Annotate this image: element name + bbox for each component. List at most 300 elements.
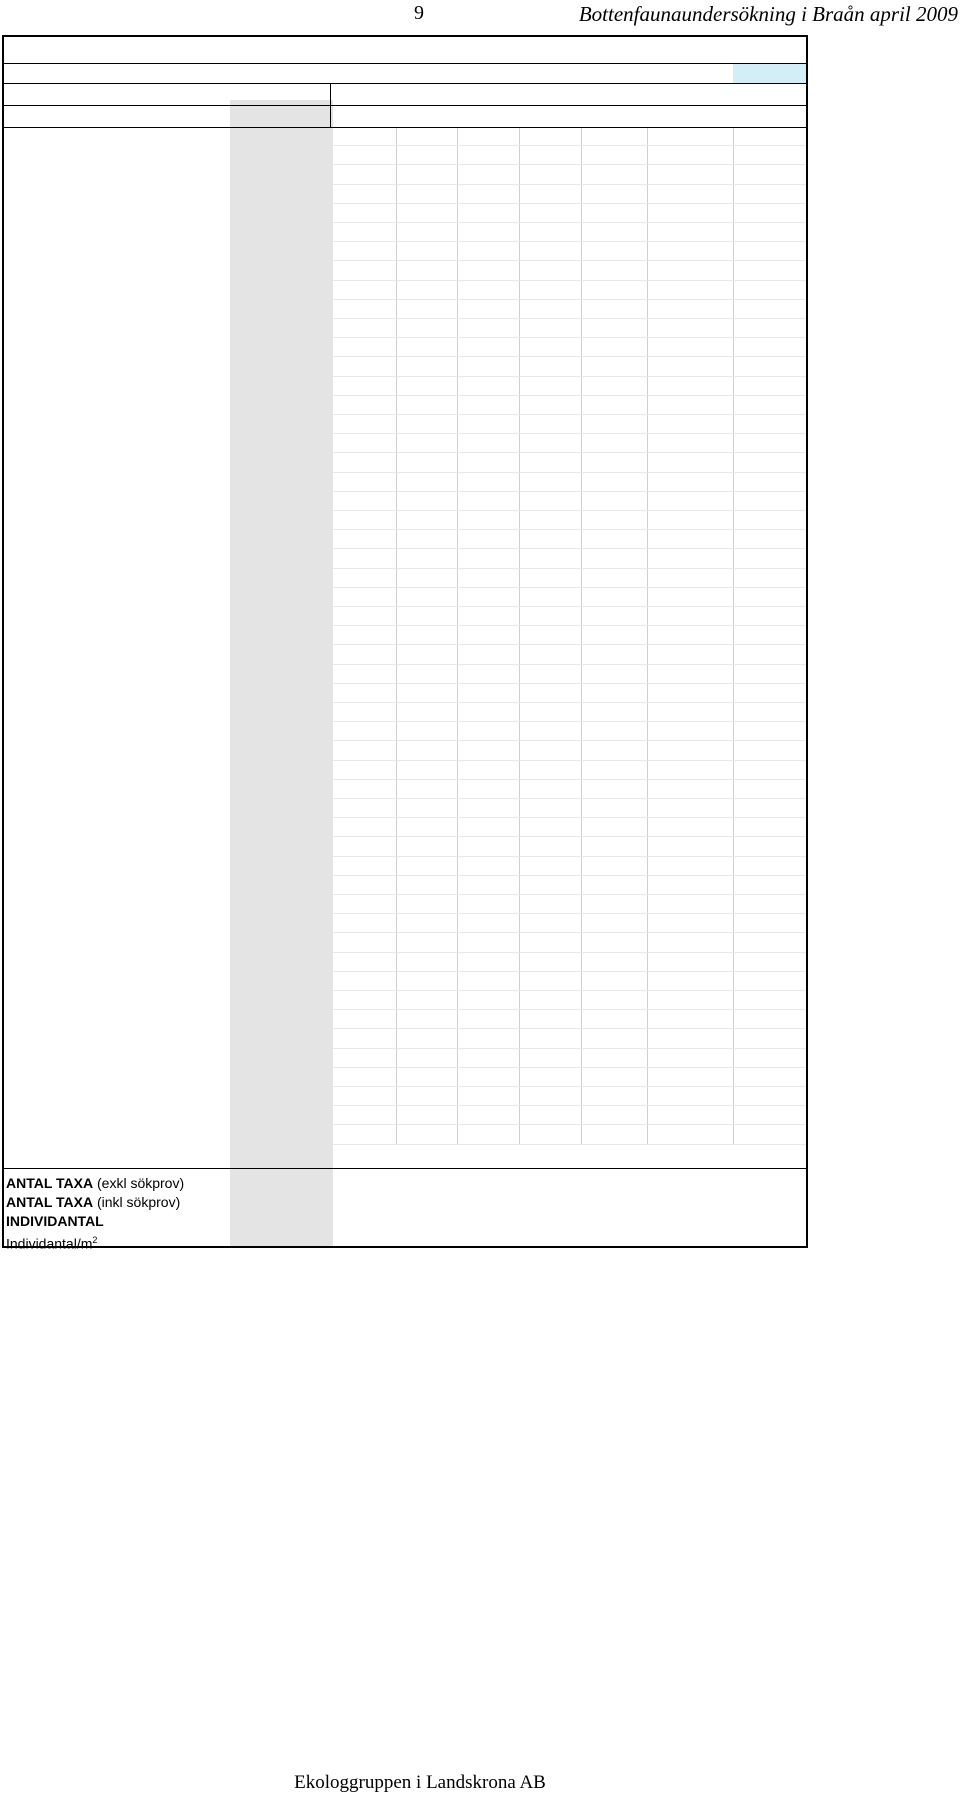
sensitivity-b <box>256 453 280 472</box>
row-gridline <box>333 798 806 799</box>
sample-5-count <box>594 357 644 376</box>
sensitivity-b <box>256 837 280 856</box>
sum-value <box>665 972 725 991</box>
sensitivity-b <box>256 722 280 741</box>
column-a <box>238 109 256 128</box>
percent-value <box>739 300 799 319</box>
sample-1-count <box>350 1125 400 1144</box>
sample-5-count <box>594 588 644 607</box>
sensitivity-b <box>256 1125 280 1144</box>
sample-1-count <box>350 703 400 722</box>
sensitivity-b <box>256 1068 280 1087</box>
summary-top-rule <box>2 1168 808 1169</box>
sensitivity-c <box>279 242 303 261</box>
row-gridline <box>333 664 806 665</box>
sum-value <box>665 1068 725 1087</box>
sensitivity-d <box>305 914 329 933</box>
sample-1-count <box>350 972 400 991</box>
sample-2-count <box>410 703 460 722</box>
sample-4-count <box>530 549 580 568</box>
species-name <box>6 933 228 952</box>
sum-value <box>665 242 725 261</box>
category-heading <box>6 127 226 146</box>
sensitivity-label <box>6 109 226 128</box>
percent-label <box>742 109 802 128</box>
percent-value <box>739 914 799 933</box>
sensitivity-d <box>305 837 329 856</box>
footer-text: Ekologgruppen i Landskrona AB <box>294 1772 546 1793</box>
species-name <box>6 300 228 319</box>
sample-5-count <box>594 895 644 914</box>
sample-5-count <box>594 953 644 972</box>
species-name <box>6 953 228 972</box>
sensitivity-b <box>256 761 280 780</box>
sensitivity-c <box>279 357 303 376</box>
species-name <box>6 703 228 722</box>
sensitivity-b <box>256 281 280 300</box>
sheet-title <box>6 36 146 62</box>
species-name <box>6 895 228 914</box>
species-name <box>6 741 228 760</box>
sensitivity-b <box>256 588 280 607</box>
sample-3-count <box>470 761 520 780</box>
sample-1-count <box>350 588 400 607</box>
category-heading <box>6 261 226 280</box>
sensitivity-c <box>279 204 303 223</box>
row-gridline <box>333 817 806 818</box>
sum-value <box>665 415 725 434</box>
sample-3-count <box>470 703 520 722</box>
summary-label <box>6 1231 228 1250</box>
percent-value <box>739 741 799 760</box>
summary-sum <box>665 1193 725 1212</box>
species-name <box>6 818 228 837</box>
provpunkt-label <box>176 36 296 62</box>
sensitivity-c <box>279 549 303 568</box>
sum-value <box>665 377 725 396</box>
species-name <box>6 242 228 261</box>
sample-3-header <box>470 107 500 129</box>
summary-sum <box>665 1174 725 1193</box>
sample-1-count <box>350 837 400 856</box>
species-name <box>6 722 228 741</box>
sum-value <box>692 1049 752 1068</box>
row-gridline <box>333 280 806 281</box>
sample-2-count <box>410 357 460 376</box>
sample-3-count <box>470 549 520 568</box>
percent-value <box>739 895 799 914</box>
sensitivity-b <box>256 857 280 876</box>
sample-2-count <box>410 741 460 760</box>
sum-value <box>665 933 725 952</box>
sample-2-count <box>410 933 460 952</box>
sensitivity-c <box>279 818 303 837</box>
sum-value <box>665 588 725 607</box>
sample-2-count <box>410 1068 460 1087</box>
species-name <box>6 588 228 607</box>
sample-5-count <box>594 569 644 588</box>
percent-value <box>739 1068 799 1087</box>
sum-value <box>665 1125 725 1144</box>
sample-5-count <box>594 876 644 895</box>
rule-below-title <box>2 63 808 64</box>
percent-value <box>739 933 799 952</box>
species-name <box>6 377 228 396</box>
sample-2-count <box>410 146 460 165</box>
sample-4-count <box>530 1068 580 1087</box>
sum-value <box>665 818 725 837</box>
summary-sample-1 <box>350 1212 400 1231</box>
sensitivity-b <box>256 300 280 319</box>
sensitivity-c <box>279 1106 303 1125</box>
species-name <box>6 837 228 856</box>
sample-5-count <box>594 204 644 223</box>
summary-label <box>6 1212 228 1231</box>
species-name <box>6 914 228 933</box>
quality-label <box>542 65 724 84</box>
sensitivity-c <box>279 588 303 607</box>
sample-4-count <box>530 530 580 549</box>
row-gridline <box>333 836 806 837</box>
sum-value <box>665 722 725 741</box>
sum-value <box>665 1087 725 1106</box>
sensitivity-c <box>279 703 303 722</box>
species-name <box>6 857 228 876</box>
summary-sample-2 <box>410 1212 460 1231</box>
sensitivity-c <box>279 453 303 472</box>
sum-value <box>665 761 725 780</box>
category-heading <box>6 319 226 338</box>
percent-value <box>739 837 799 856</box>
sheet-left-border <box>2 35 4 1247</box>
sum-value <box>665 473 725 492</box>
sum-value <box>665 953 725 972</box>
species-name <box>6 1049 228 1068</box>
sample-1-header <box>346 107 376 129</box>
sensitivity-b <box>256 933 280 952</box>
sum-value <box>665 741 725 760</box>
row-gridline <box>333 414 806 415</box>
sensitivity-c <box>279 741 303 760</box>
sample-1-count <box>350 1068 400 1087</box>
sample-3-count <box>470 953 520 972</box>
row-gridline <box>333 184 806 185</box>
sensitivity-c <box>279 914 303 933</box>
summary-label-bold: ANTAL TAXA <box>6 1175 94 1191</box>
percent-value <box>739 1087 799 1106</box>
sensitivity-d <box>305 204 329 223</box>
sensitivity-c <box>279 895 303 914</box>
category-heading <box>6 1010 226 1029</box>
sum-value <box>665 357 725 376</box>
sample-2-count <box>410 761 460 780</box>
sample-5-count <box>594 549 644 568</box>
sensitivity-c <box>279 281 303 300</box>
row-gridline <box>333 472 806 473</box>
sensitivity-b <box>256 357 280 376</box>
page-number: 9 <box>414 2 424 24</box>
percent-value <box>739 357 799 376</box>
sample-1-count <box>350 761 400 780</box>
summa-label <box>657 83 747 105</box>
sum-value <box>665 1106 725 1125</box>
species-name <box>6 972 228 991</box>
ant-ind-paren <box>460 86 540 105</box>
row-gridline <box>333 952 806 953</box>
sensitivity-c <box>279 300 303 319</box>
sample-1-count <box>350 569 400 588</box>
sum-value <box>665 204 725 223</box>
sensitivity-c <box>279 645 303 664</box>
category-heading <box>6 607 226 626</box>
species-name <box>6 1125 228 1144</box>
sample-1-count <box>350 357 400 376</box>
summary-sum <box>665 1212 725 1231</box>
summary-label <box>6 1174 228 1193</box>
sample-5-count <box>594 415 644 434</box>
row-gridline <box>333 452 806 453</box>
taxon-group-name <box>6 626 226 645</box>
sample-4-count <box>530 146 580 165</box>
species-name <box>6 415 228 434</box>
sensitivity-c <box>279 569 303 588</box>
species-name <box>6 645 228 664</box>
sum-value <box>665 300 725 319</box>
sensitivity-b <box>256 530 280 549</box>
sensitivity-b <box>256 1049 280 1068</box>
row-gridline <box>333 644 806 645</box>
category-heading <box>6 165 226 184</box>
percent-value <box>739 549 799 568</box>
percent-value <box>739 473 799 492</box>
sample-2-count <box>410 569 460 588</box>
sample-2-count <box>410 300 460 319</box>
species-name <box>6 530 228 549</box>
sample-5-count <box>594 377 644 396</box>
taxon-group-name <box>6 799 226 818</box>
row-gridline <box>333 971 806 972</box>
taxon-group-name <box>6 511 226 530</box>
sensitivity-b <box>256 741 280 760</box>
sheet-top-border <box>2 35 808 37</box>
percent-value <box>739 569 799 588</box>
sensitivity-c <box>279 933 303 952</box>
sample-4-count <box>530 876 580 895</box>
sum-value <box>665 895 725 914</box>
summary-label-bold: INDIVIDANTAL <box>6 1213 104 1229</box>
sample-4-header <box>535 107 565 129</box>
sample-3-count <box>470 530 520 549</box>
sum-value <box>665 914 725 933</box>
percent-value <box>739 953 799 972</box>
sum-value <box>665 223 725 242</box>
sheet-right-border <box>806 35 808 1247</box>
sample-5-count <box>594 741 644 760</box>
summary-sample-4 <box>530 1212 580 1231</box>
sensitivity-c <box>279 761 303 780</box>
sensitivity-c <box>279 857 303 876</box>
sample-5-count <box>594 818 644 837</box>
percent-value <box>739 761 799 780</box>
sample-3-count <box>470 1125 520 1144</box>
taxon-group-name <box>6 185 226 204</box>
summary-sum <box>665 1231 725 1250</box>
sample-1-count <box>350 1087 400 1106</box>
row-gridline <box>333 203 806 204</box>
column-b <box>259 109 277 128</box>
sample-5-count <box>594 722 644 741</box>
percent-value <box>739 722 799 741</box>
delprov-label <box>329 83 409 105</box>
summary-label-rest: (inkl sökprov) <box>93 1194 181 1210</box>
sensitivity-a <box>235 645 259 664</box>
species-name <box>6 357 228 376</box>
summary-sample-3 <box>470 1212 520 1231</box>
sensitivity-b <box>256 223 280 242</box>
sensitivity-b <box>256 703 280 722</box>
percent-value <box>739 415 799 434</box>
summary-percent <box>739 1212 799 1231</box>
sample-3-count <box>470 569 520 588</box>
sensitivity-c <box>279 876 303 895</box>
sensitivity-c <box>279 1125 303 1144</box>
sample-4-count <box>530 242 580 261</box>
species-name <box>6 1087 228 1106</box>
species-name <box>6 146 228 165</box>
sensitivity-b <box>256 415 280 434</box>
sum-value <box>665 703 725 722</box>
sum-value <box>665 549 725 568</box>
species-name <box>6 569 228 588</box>
species-name <box>6 1106 228 1125</box>
percent-value <box>739 876 799 895</box>
percent-value <box>739 588 799 607</box>
ant-ind-label <box>662 109 732 128</box>
percent-value <box>739 223 799 242</box>
taxon-group-name <box>6 684 226 703</box>
species-name <box>6 761 228 780</box>
summary-label-bold: ANTAL TAXA <box>6 1194 94 1210</box>
category-heading <box>6 396 226 415</box>
sensitivity-b <box>256 569 280 588</box>
sensitivity-b <box>256 146 280 165</box>
summary-label-rest: Individantal/m <box>6 1235 93 1252</box>
category-heading <box>6 665 226 684</box>
sensitivity-b <box>256 1087 280 1106</box>
row-gridline <box>333 395 806 396</box>
percent-value <box>739 1125 799 1144</box>
sensitivity-c <box>279 415 303 434</box>
category-heading <box>6 780 226 799</box>
sample-4-count <box>530 1106 580 1125</box>
sample-5-count <box>594 703 644 722</box>
row-gridline <box>333 625 806 626</box>
percent-value <box>739 146 799 165</box>
sensitivity-b <box>256 204 280 223</box>
percent-value <box>739 972 799 991</box>
sample-2-count <box>410 530 460 549</box>
sensitivity-b <box>256 914 280 933</box>
sample-4-count <box>530 914 580 933</box>
sum-value <box>692 857 752 876</box>
sample-4-count <box>530 569 580 588</box>
percent-value <box>739 703 799 722</box>
species-name <box>6 473 228 492</box>
sample-date <box>6 65 306 84</box>
sensitivity-b <box>256 991 280 1010</box>
summary-label <box>6 1193 228 1212</box>
sum-value <box>665 837 725 856</box>
sample-4-count <box>530 1125 580 1144</box>
category-heading <box>6 434 226 453</box>
sensitivity-b <box>256 895 280 914</box>
percent-value <box>739 991 799 1010</box>
running-title: Bottenfaunaundersökning i Braån april 2009 <box>578 2 958 26</box>
sensitivity-c <box>279 1068 303 1087</box>
row-gridline <box>333 510 806 511</box>
sample-3-count <box>470 1068 520 1087</box>
sensitivity-b <box>256 549 280 568</box>
row-gridline <box>333 433 806 434</box>
species-name <box>6 991 228 1010</box>
quality-value <box>733 65 806 84</box>
row-gridline <box>333 491 806 492</box>
species-list-sheet <box>2 35 806 1252</box>
sum-value <box>665 876 725 895</box>
sum-value <box>665 569 725 588</box>
row-gridline <box>333 299 806 300</box>
taxon-group-name <box>6 338 226 357</box>
sum-value <box>665 530 725 549</box>
sensitivity-c <box>279 991 303 1010</box>
sample-4-count <box>530 991 580 1010</box>
percent-value <box>739 818 799 837</box>
percent-value <box>739 1106 799 1125</box>
sensitivity-b <box>256 377 280 396</box>
sensitivity-b <box>256 818 280 837</box>
percent-value <box>739 204 799 223</box>
site-name <box>330 36 800 62</box>
column-d <box>308 109 326 128</box>
category-heading <box>6 492 226 511</box>
percent-value <box>739 645 799 664</box>
sample-3-count <box>470 645 520 664</box>
taxon-group-name <box>6 453 226 472</box>
sample-5-header <box>599 107 629 129</box>
rule-below-delprov <box>2 105 808 106</box>
sample-4-count <box>530 761 580 780</box>
sample-1-count <box>350 549 400 568</box>
species-name <box>6 204 228 223</box>
sample-5-count <box>594 1125 644 1144</box>
row-gridline <box>333 683 806 684</box>
summary-label-superscript: 2 <box>92 1235 98 1245</box>
row-gridline <box>333 337 806 338</box>
row-gridline <box>333 1028 806 1029</box>
delprov-left-line <box>330 83 331 127</box>
sample-3-count <box>470 357 520 376</box>
sample-5-count <box>594 300 644 319</box>
sample-4-count <box>530 703 580 722</box>
sample-2-count <box>410 722 460 741</box>
sample-2-header <box>408 107 438 129</box>
sample-5-count <box>594 761 644 780</box>
species-name <box>6 549 228 568</box>
sensitivity-b <box>256 972 280 991</box>
sample-4-count <box>530 357 580 376</box>
percent-value <box>739 377 799 396</box>
rule-below-date <box>2 83 808 84</box>
